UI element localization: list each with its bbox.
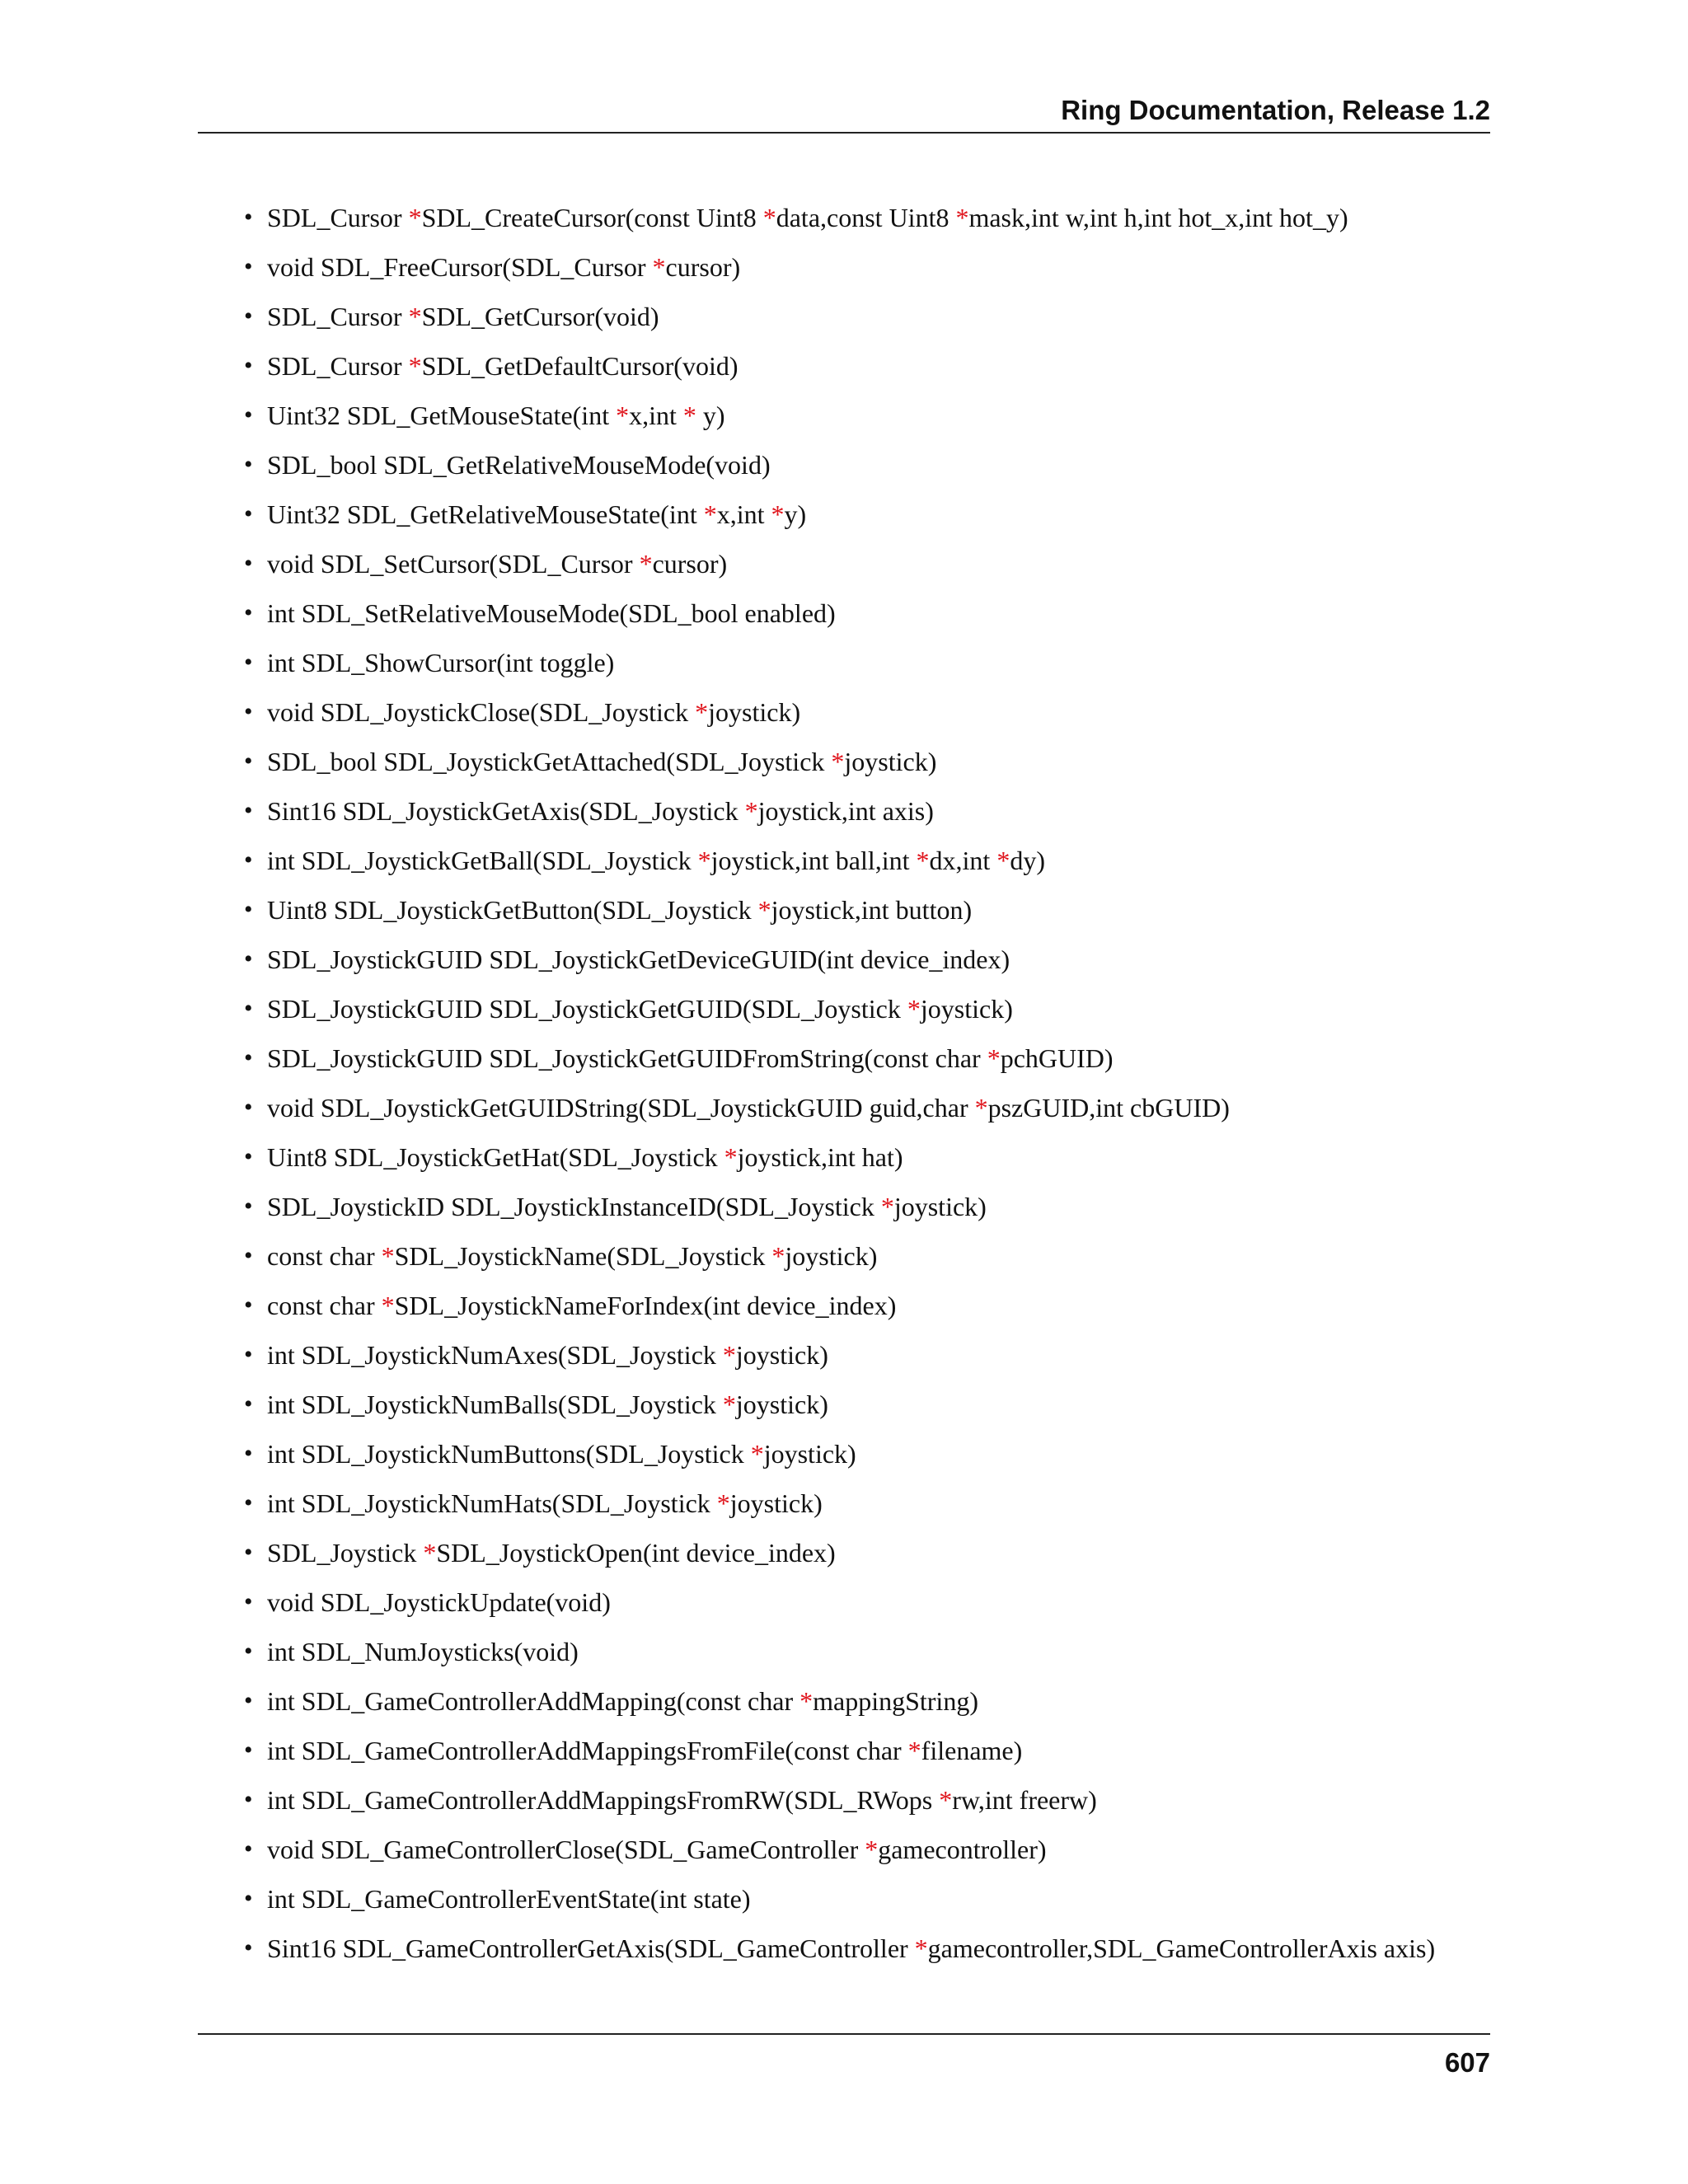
function-list-item — [244, 1335, 1530, 1385]
function-signature: const char *SDL_JoystickName(SDL_Joystick *joystick) — [267, 1241, 878, 1271]
bullet-icon: • — [244, 1242, 253, 1269]
function-list-item — [244, 1929, 1530, 1978]
function-signature: SDL_Joystick *SDL_JoystickOpen(int device_index) — [267, 1538, 836, 1568]
bullet-icon: • — [244, 649, 253, 676]
document-title: Ring Documentation, Release 1.2 — [1061, 95, 1490, 125]
function-signature: int SDL_GameControllerAddMapping(const char *mappingString) — [267, 1686, 978, 1716]
function-signature: int SDL_GameControllerAddMappingsFromRW(SDL_RWops *rw,int freerw) — [267, 1785, 1097, 1815]
function-list-item — [244, 1582, 1530, 1632]
function-list-item — [244, 890, 1530, 940]
bullet-icon: • — [244, 1934, 253, 1961]
bullet-icon: • — [244, 1638, 253, 1665]
bullet-icon: • — [244, 1440, 253, 1467]
function-list-item — [244, 692, 1530, 742]
function-list-item — [244, 1434, 1530, 1483]
function-list-item — [244, 1038, 1530, 1088]
function-list-item — [244, 742, 1530, 791]
function-list-item — [244, 1879, 1530, 1929]
function-list-item — [244, 1236, 1530, 1286]
bullet-icon: • — [244, 1539, 253, 1566]
function-signature: SDL_JoystickGUID SDL_JoystickGetGUID(SDL_Joystick *joystick) — [267, 994, 1013, 1024]
function-list-item — [244, 989, 1530, 1038]
function-list-item — [244, 643, 1530, 692]
function-signature: void SDL_JoystickClose(SDL_Joystick *joystick) — [267, 697, 801, 727]
bullet-icon: • — [244, 748, 253, 775]
function-list-item — [244, 544, 1530, 593]
bullet-icon: • — [244, 1736, 253, 1764]
function-list-item — [244, 1483, 1530, 1533]
function-list-item — [244, 1830, 1530, 1879]
function-signature: Sint16 SDL_JoystickGetAxis(SDL_Joystick *joystick,int axis) — [267, 796, 934, 826]
function-signature: Uint8 SDL_JoystickGetButton(SDL_Joystick *joystick,int button) — [267, 895, 973, 925]
function-list-item — [244, 791, 1530, 841]
function-signature: Sint16 SDL_GameControllerGetAxis(SDL_GameController *gamecontroller,SDL_GameControllerAxis axis) — [267, 1933, 1436, 1963]
function-list-section — [244, 198, 1530, 1978]
function-signature: int SDL_GameControllerEventState(int state) — [267, 1884, 751, 1914]
page-header — [198, 92, 1490, 134]
function-list-item — [244, 593, 1530, 643]
function-signature: void SDL_FreeCursor(SDL_Cursor *cursor) — [267, 252, 741, 282]
bullet-icon: • — [244, 1885, 253, 1912]
bullet-icon: • — [244, 451, 253, 478]
bullet-icon: • — [244, 401, 253, 429]
page-number: 607 — [1444, 2047, 1490, 2078]
bullet-icon: • — [244, 1687, 253, 1714]
page-footer — [198, 2033, 1490, 2078]
bullet-icon: • — [244, 1291, 253, 1319]
function-signature: int SDL_ShowCursor(int toggle) — [267, 648, 615, 677]
bullet-icon: • — [244, 1341, 253, 1368]
function-list-item — [244, 1632, 1530, 1681]
function-list-item — [244, 940, 1530, 989]
function-signature: Uint32 SDL_GetRelativeMouseState(int *x,int *y) — [267, 499, 807, 529]
function-list-item — [244, 445, 1530, 494]
bullet-icon: • — [244, 995, 253, 1022]
function-signature: int SDL_JoystickGetBall(SDL_Joystick *joystick,int ball,int *dx,int *dy) — [267, 846, 1045, 875]
bullet-icon: • — [244, 1390, 253, 1418]
bullet-icon: • — [244, 1588, 253, 1615]
function-list-item — [244, 494, 1530, 544]
bullet-icon: • — [244, 1835, 253, 1863]
bullet-icon: • — [244, 204, 253, 231]
function-signature: Uint32 SDL_GetMouseState(int *x,int * y) — [267, 401, 725, 430]
function-list-item — [244, 247, 1530, 297]
function-signature: const char *SDL_JoystickNameForIndex(int device_index) — [267, 1291, 897, 1320]
function-list-item — [244, 1731, 1530, 1780]
bullet-icon: • — [244, 896, 253, 923]
function-signature-list — [244, 198, 1530, 1978]
function-list-item — [244, 1088, 1530, 1137]
bullet-icon: • — [244, 846, 253, 874]
function-signature: int SDL_SetRelativeMouseMode(SDL_bool enabled) — [267, 598, 836, 628]
bullet-icon: • — [244, 352, 253, 379]
bullet-icon: • — [244, 698, 253, 725]
bullet-icon: • — [244, 1044, 253, 1071]
function-signature: SDL_bool SDL_GetRelativeMouseMode(void) — [267, 450, 771, 480]
function-signature: int SDL_JoystickNumButtons(SDL_Joystick *joystick) — [267, 1439, 856, 1469]
bullet-icon: • — [244, 500, 253, 527]
bullet-icon: • — [244, 1193, 253, 1220]
function-signature: void SDL_GameControllerClose(SDL_GameController *gamecontroller) — [267, 1835, 1047, 1864]
bullet-icon: • — [244, 550, 253, 577]
function-signature: int SDL_JoystickNumHats(SDL_Joystick *joystick) — [267, 1488, 823, 1518]
function-list-item — [244, 396, 1530, 445]
function-signature: void SDL_SetCursor(SDL_Cursor *cursor) — [267, 549, 728, 579]
function-list-item — [244, 1385, 1530, 1434]
function-signature: SDL_JoystickGUID SDL_JoystickGetDeviceGUID(int device_index) — [267, 944, 1010, 974]
bullet-icon: • — [244, 599, 253, 626]
function-signature: SDL_bool SDL_JoystickGetAttached(SDL_Joystick *joystick) — [267, 747, 937, 776]
function-list-item — [244, 841, 1530, 890]
function-list-item — [244, 297, 1530, 346]
function-signature: int SDL_GameControllerAddMappingsFromFile(const char *filename) — [267, 1736, 1023, 1765]
function-signature: int SDL_JoystickNumAxes(SDL_Joystick *joystick) — [267, 1340, 828, 1370]
function-signature: void SDL_JoystickUpdate(void) — [267, 1587, 611, 1617]
bullet-icon: • — [244, 1786, 253, 1813]
function-list-item — [244, 346, 1530, 396]
function-list-item — [244, 1187, 1530, 1236]
function-signature: SDL_Cursor *SDL_CreateCursor(const Uint8 *data,const Uint8 *mask,int w,int h,int hot_x,int hot_y) — [267, 203, 1348, 232]
bullet-icon: • — [244, 797, 253, 824]
function-list-item — [244, 198, 1530, 247]
function-signature: SDL_JoystickGUID SDL_JoystickGetGUIDFromString(const char *pchGUID) — [267, 1043, 1114, 1073]
function-signature: int SDL_NumJoysticks(void) — [267, 1637, 579, 1666]
function-signature: int SDL_JoystickNumBalls(SDL_Joystick *joystick) — [267, 1390, 828, 1419]
bullet-icon: • — [244, 1143, 253, 1170]
function-list-item — [244, 1780, 1530, 1830]
function-list-item — [244, 1137, 1530, 1187]
function-signature: SDL_Cursor *SDL_GetDefaultCursor(void) — [267, 351, 738, 381]
bullet-icon: • — [244, 945, 253, 972]
function-list-item — [244, 1681, 1530, 1731]
bullet-icon: • — [244, 1094, 253, 1121]
bullet-icon: • — [244, 302, 253, 330]
function-signature: void SDL_JoystickGetGUIDString(SDL_JoystickGUID guid,char *pszGUID,int cbGUID) — [267, 1093, 1230, 1122]
function-signature: Uint8 SDL_JoystickGetHat(SDL_Joystick *joystick,int hat) — [267, 1142, 903, 1172]
bullet-icon: • — [244, 253, 253, 280]
function-signature: SDL_Cursor *SDL_GetCursor(void) — [267, 302, 659, 331]
function-signature: SDL_JoystickID SDL_JoystickInstanceID(SDL_Joystick *joystick) — [267, 1192, 987, 1221]
function-list-item — [244, 1533, 1530, 1582]
bullet-icon: • — [244, 1489, 253, 1516]
function-list-item — [244, 1286, 1530, 1335]
